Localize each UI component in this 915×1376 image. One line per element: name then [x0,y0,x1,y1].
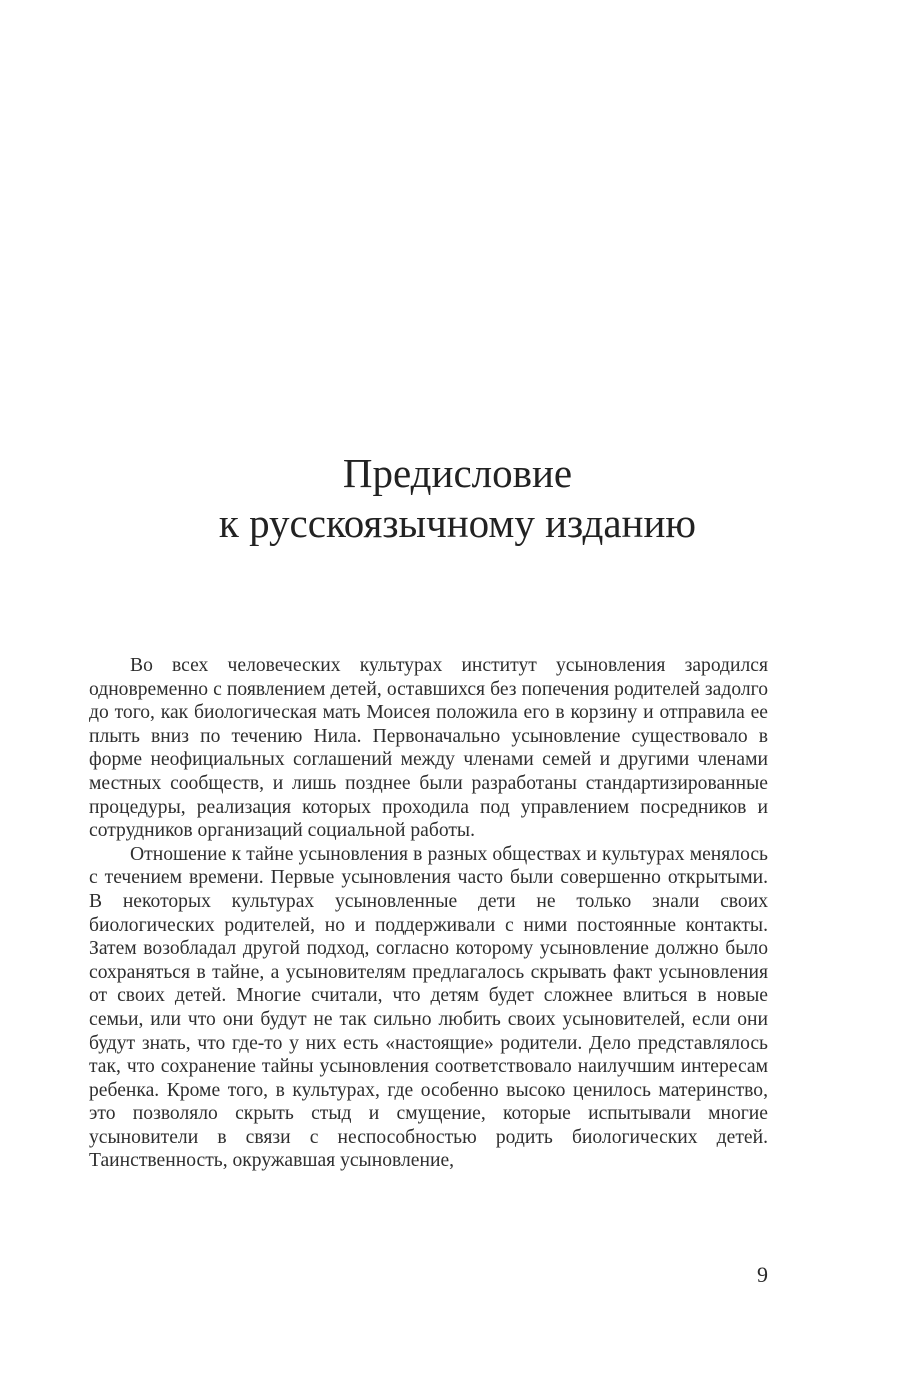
chapter-title [0,448,915,548]
paragraph-1: Во всех человеческих культурах институт усыновления зародился одновременно с появлением детей, оставшихся без попечения родителей задолго до того, как биологическая мать Моисея положила его в корзину и отправила ее плыть вниз по течению Нила. Первоначально усыновление существовало в форме неофициальных соглашений между членами семей и другими членами местных сообществ, и лишь позднее были разработаны стандартизированные процедуры, реализация которых проходила под управлением посредников и сотрудников организаций социальной работы. [89,655,768,842]
chapter-title-line-1: Предисловие [342,450,573,496]
paragraph-2: Отношение к тайне усыновления в разных обществах и культурах менялось с течением времени. Первые усыновления часто были совершенно открытыми. В некоторых культурах усыновленные дети не только знали своих биологических родителей, но и поддерживали с ними постоянные контакты. Затем возобладал другой подход, согласно которому усыновление должно было сохраняться в тайне, а усыновителям предлагалось скрывать факт усыновления от своих детей. Многие считали, что детям будет сложнее влиться в новые семьи, или что они будут не так сильно любить своих усыновителей, если они будут знать, что где-то у них есть «настоящие» родители. Дело представлялось так, что сохранение тайны усыновления соответствовало наилучшим интересам ребенка. Кроме того, в культурах, где особенно высоко ценилось материнство, это позволяло скрыть стыд и смущение, которые испытывали многие усыновители в связи с неспособностью родить биологических детей. Таинственность, окружавшая усыновление, [89,843,768,1172]
body-text [89,654,768,1173]
page-number: 9 [757,1262,768,1287]
chapter-title-line-2: к русскоязычному изданию [218,500,697,546]
